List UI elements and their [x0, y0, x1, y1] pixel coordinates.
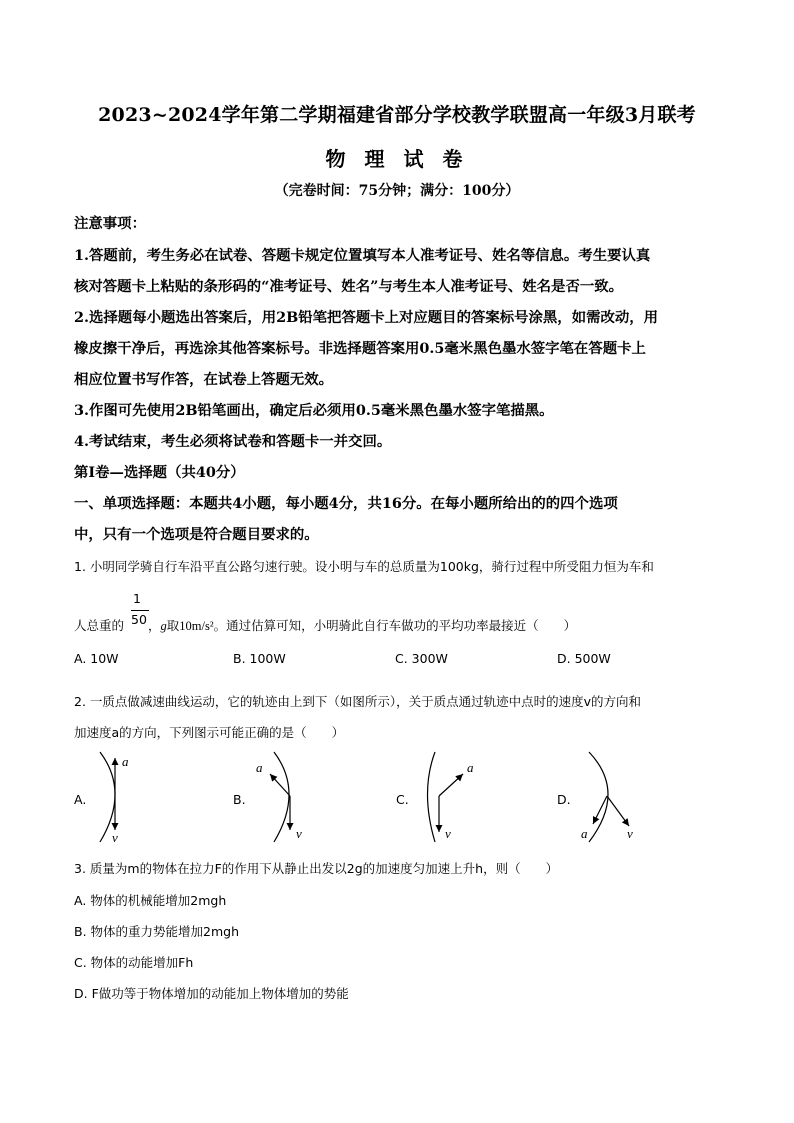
- q2-figure-c: [415, 750, 485, 849]
- acceleration-arrow: [593, 796, 607, 824]
- q1-text-a: 人总重的: [74, 618, 125, 633]
- acceleration-label: a: [122, 754, 129, 769]
- q2-figure-label-b: B.: [233, 792, 246, 807]
- section-title: 第Ⅰ卷—选择题（共40分）: [74, 464, 245, 481]
- q3-option-a: A. 物体的机械能增加2mgh: [74, 893, 227, 908]
- q1-fraction-bar: [131, 610, 149, 611]
- q2-stem-line1: 2. 一质点做减速曲线运动，它的轨迹由上到下（如图所示），关于质点通过轨迹中点时的速度v的方向和: [74, 694, 642, 709]
- notice-line: 橡皮擦干净后，再选涂其他答案标号。非选择题答案用0.5毫米黑色墨水签字笔在答题卡上: [74, 340, 646, 357]
- velocity-label: v: [627, 826, 633, 841]
- q1-fraction-numerator: 1: [133, 591, 141, 606]
- q3-option-d: D. F做功等于物体增加的动能加上物体增加的势能: [74, 986, 349, 1001]
- trajectory-curve: [274, 752, 289, 842]
- exam-title: 2023~2024学年第二学期福建省部分学校教学联盟高一年级3月联考: [98, 104, 696, 126]
- velocity-label: v: [296, 826, 302, 841]
- q1-text-d: 。通过估算可知，小明骑此自行车做功的平均功率最接近（ ）: [213, 618, 577, 633]
- notice-line: 4.考试结束，考生必须将试卷和答题卡一并交回。: [74, 433, 392, 450]
- q1-fraction-denominator: 50: [131, 612, 147, 627]
- velocity-label: v: [112, 830, 118, 845]
- notice-line: 核对答题卡上粘贴的条形码的“准考证号、姓名”与考生本人准考证号、姓名是否一致。: [74, 278, 624, 295]
- notice-line: 2.选择题每小题选出答案后，用2B铅笔把答题卡上对应题目的答案标号涂黑，如需改动，用: [74, 309, 659, 326]
- q1-text-c: 取: [166, 618, 180, 633]
- acceleration-arrow: [439, 774, 463, 796]
- q1-text-b: ，: [148, 618, 161, 633]
- q2-figure-a: [90, 750, 150, 849]
- exam-info: （完卷时间：75分钟；满分：100分）: [274, 183, 520, 199]
- q1-stem-line2: [74, 616, 576, 634]
- q2-figure-b: [252, 750, 312, 849]
- velocity-label: v: [445, 826, 451, 841]
- q1-g-symbol: g: [160, 619, 167, 633]
- trajectory-curve: [589, 752, 608, 842]
- acceleration-label: a: [581, 826, 588, 841]
- q2-figure-label-d: D.: [557, 792, 571, 807]
- q2-figure-d: [575, 750, 645, 849]
- q3-option-c: C. 物体的动能增加Fh: [74, 955, 194, 970]
- notice-line: 3.作图可先使用2B铅笔画出，确定后必须用0.5毫米黑色墨水签字笔描黑。: [74, 402, 554, 419]
- notice-heading: 注意事项：: [74, 215, 146, 232]
- part1-instruction: 一、单项选择题：本题共4小题，每小题4分，共16分。在每小题所给出的的四个选项: [74, 495, 618, 512]
- q3-stem: 3. 质量为m的物体在拉力F的作用下从静止出发以2g的加速度匀加速上升h，则（ ）: [74, 861, 559, 876]
- q2-figure-label-a: A.: [74, 792, 87, 807]
- q2-stem-line2: 加速度a的方向，下列图示可能正确的是（ ）: [74, 725, 345, 740]
- q3-option-b: B. 物体的重力势能增加2mgh: [74, 924, 240, 939]
- trajectory-curve: [100, 752, 115, 842]
- acceleration-label: a: [256, 760, 263, 775]
- q1-option-d: D. 500W: [557, 651, 611, 666]
- part1-instruction: 中，只有一个选项是符合题目要求的。: [74, 526, 319, 543]
- q1-stem-line1: 1. 小明同学骑自行车沿平直公路匀速行驶。设小明与车的总质量为100kg，骑行过程中所受阻力恒为车和: [74, 559, 654, 574]
- q1-option-c: C. 300W: [395, 651, 448, 666]
- acceleration-label: a: [467, 760, 474, 775]
- notice-line: 相应位置书写作答，在试卷上答题无效。: [74, 371, 334, 388]
- notice-line: 1.答题前，考生务必在试卷、答题卡规定位置填写本人准考证号、姓名等信息。考生要认真: [74, 247, 651, 264]
- q2-figure-label-c: C.: [396, 792, 409, 807]
- q1-g-value: 10m/s²: [179, 619, 214, 633]
- subject-title: 物 理 试 卷: [325, 147, 469, 171]
- q1-option-a: A. 10W: [74, 651, 119, 666]
- q1-option-b: B. 100W: [233, 651, 286, 666]
- velocity-arrow: [607, 796, 629, 826]
- trajectory-curve: [428, 752, 436, 842]
